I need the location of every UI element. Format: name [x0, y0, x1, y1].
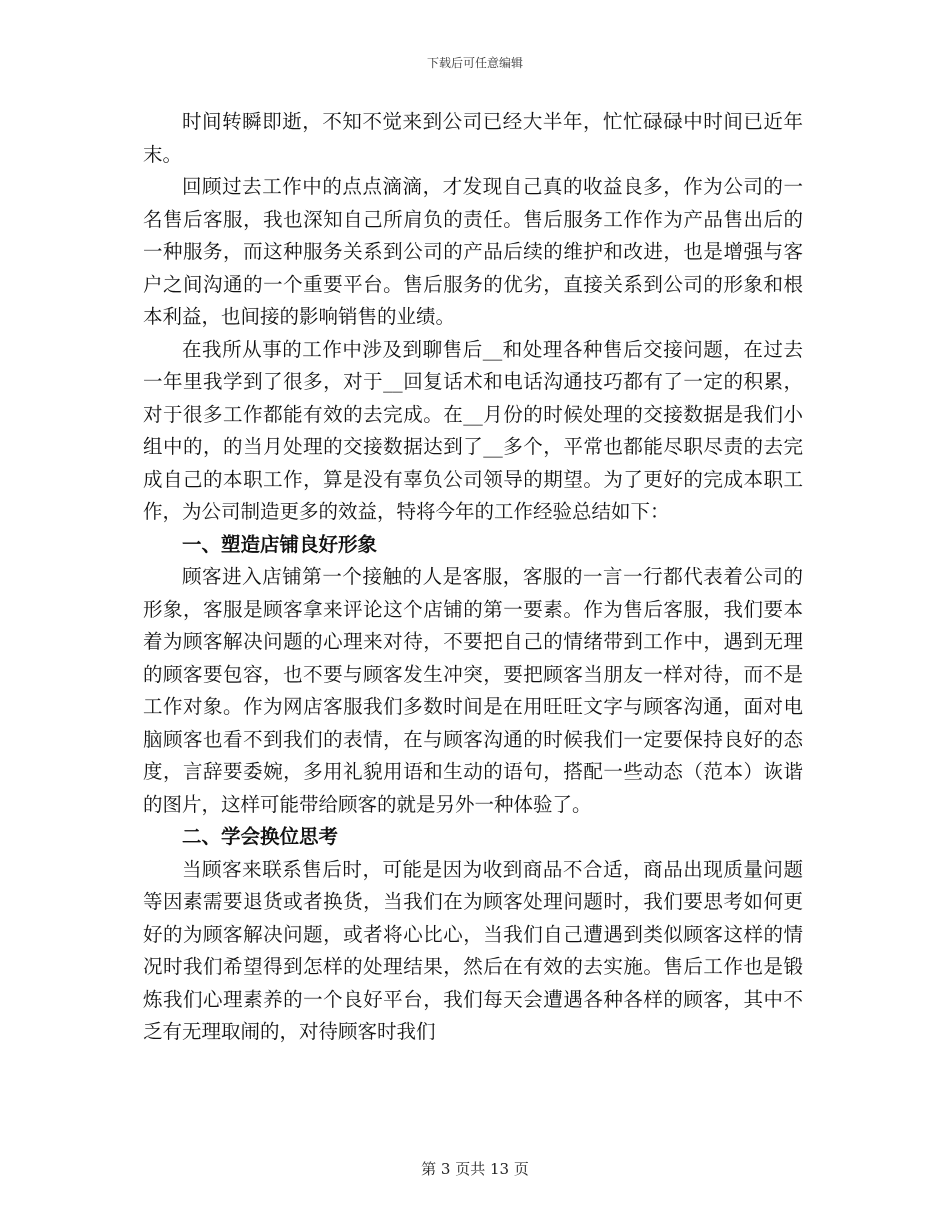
paragraph-empathy: 当顾客来联系售后时，可能是因为收到商品不合适，商品出现质量问题等因素需要退货或者换货，当我们在为顾客处理问题时，我们要思考如何更好的为顾客解决问题，或者将心比心，当我们自己遭遇到类似顾客这样的情况时我们希望得到怎样的处理结果，然后在有效的去实施。售后工作也是锻炼我们心理素养的一个良好平台，我们每天会遭遇各种各样的顾客，其中不乏有无理取闹的，对待顾客时我们 [143, 857, 803, 1043]
section-heading-2: 二、学会换位思考 [182, 825, 339, 848]
paragraph-work-scope: 在我所从事的工作中涉及到聊售后__和处理各种售后交接问题，在过去一年里我学到了很多，对于__回复话术和电话沟通技巧都有了一定的积累，对于很多工作都能有效的去完成。在__月份的时候处理的交接数据是我们小组中的，的当月处理的交接数据达到了__多个，平常也都能尽职尽责的去完成自己的本职工作，算是没有辜负公司领导的期望。为了更好的完成本职工作，为公司制造更多的效益，特将今年的工作经验总结如下： [143, 337, 803, 523]
page-header: 下载后可任意编辑 [426, 56, 523, 70]
document-body [143, 106, 803, 1049]
paragraph-shop-image: 顾客进入店铺第一个接触的人是客服，客服的一言一行都代表着公司的形象，客服是顾客拿来评论这个店铺的第一要素。作为售后客服，我们要本着为顾客解决问题的心理来对待，不要把自己的情绪带到工作中，遇到无理的顾客要包容，也不要与顾客发生冲突，要把顾客当朋友一样对待，而不是工作对象。作为网店客服我们多数时间是在用旺旺文字与顾客沟通，面对电脑顾客也看不到我们的表情，在与顾客沟通的时候我们一定要保持良好的态度，言辞要委婉，多用礼貌用语和生动的语句，搭配一些动态（范本）诙谐的图片，这样可能带给顾客的就是另外一种体验了。 [143, 565, 803, 816]
page-number: 第 3 页共 13 页 [421, 1160, 529, 1178]
paragraph-intro: 时间转瞬即逝，不知不觉来到公司已经大半年，忙忙碌碌中时间已近年末。 [143, 110, 803, 166]
paragraph-review: 回顾过去工作中的点点滴滴，才发现自己真的收益良多，作为公司的一名售后客服，我也深知自己所肩负的责任。售后服务工作作为产品售出后的一种服务，而这种服务关系到公司的产品后续的维护和改进，也是增强与客户之间沟通的一个重要平台。售后服务的优劣，直接关系到公司的形象和根本利益，也间接的影响销售的业绩。 [143, 175, 803, 328]
section-heading-1: 一、塑造店铺良好形象 [182, 532, 378, 556]
